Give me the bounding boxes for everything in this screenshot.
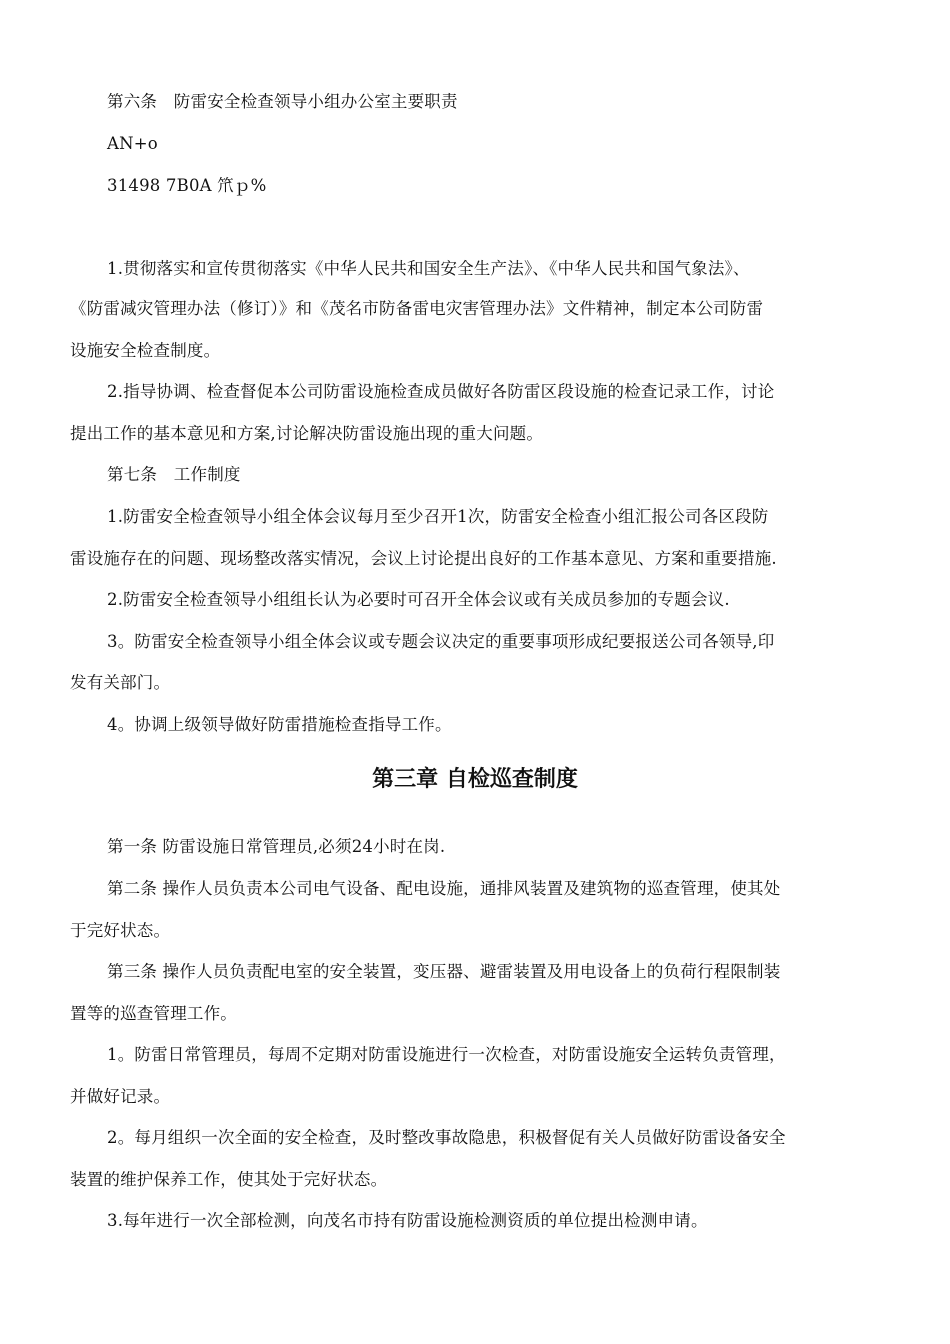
chapter-3-item-1-line-1: 1。防雷日常管理员，每周不定期对防雷设施进行一次检查，对防雷设施安全运转负责管理， xyxy=(107,1045,786,1064)
chapter-3-item-3-line-1: 3.每年进行一次全部检测，向茂名市持有防雷设施检测资质的单位提出检测申请。 xyxy=(107,1211,708,1230)
chapter-3-article-3-line-1: 第三条 操作人员负责配电室的安全装置，变压器、避雷装置及用电设备上的负荷行程限制装 xyxy=(107,962,781,981)
ocr-noise-line-1: AN+o xyxy=(107,134,158,153)
chapter-3-article-3-line-2: 置等的巡查管理工作。 xyxy=(70,1004,237,1023)
article-6-item-2-line-2: 提出工作的基本意见和方案,讨论解决防雷设施出现的重大问题。 xyxy=(70,424,544,443)
article-6-item-1-line-2: 《防雷减灾管理办法（修订）》和《茂名市防备雷电灾害管理办法》文件精神，制定本公司防雷 xyxy=(70,299,764,318)
chapter-3-item-2-line-1: 2。每月组织一次全面的安全检查，及时整改事故隐患，积极督促有关人员做好防雷设备安全 xyxy=(107,1128,786,1147)
article-7-item-1-line-2: 雷设施存在的问题、现场整改落实情况，会议上讨论提出良好的工作基本意见、方案和重要措施. xyxy=(70,549,777,568)
chapter-3-article-2-line-2: 于完好状态。 xyxy=(70,921,171,940)
chapter-3-item-2-line-2: 装置的维护保养工作，使其处于完好状态。 xyxy=(70,1170,388,1189)
article-7-item-1-line-1: 1.防雷安全检查领导小组全体会议每月至少召开1次，防雷安全检查小组汇报公司各区段防 xyxy=(107,507,769,526)
chapter-3-article-1: 第一条 防雷设施日常管理员,必须24小时在岗. xyxy=(107,837,446,856)
article-6-item-1-line-1: 1.贯彻落实和宣传贯彻落实《中华人民共和国安全生产法》、《中华人民共和国气象法》、 xyxy=(107,259,750,278)
article-7-item-3-line-2: 发有关部门。 xyxy=(70,673,171,692)
article-7-item-2-line-1: 2.防雷安全检查领导小组组长认为必要时可召开全体会议或有关成员参加的专题会议. xyxy=(107,590,730,609)
chapter-3-article-2-line-1: 第二条 操作人员负责本公司电气设备、配电设施，通排风装置及建筑物的巡查管理，使其处 xyxy=(107,879,781,898)
chapter-3-item-1-line-2: 并做好记录。 xyxy=(70,1087,171,1106)
article-7-title: 第七条 工作制度 xyxy=(107,465,241,484)
article-6-item-2-line-1: 2.指导协调、检查督促本公司防雷设施检查成员做好各防雷区段设施的检查记录工作，讨论 xyxy=(107,382,775,401)
article-6-item-1-line-3: 设施安全检查制度。 xyxy=(70,341,221,360)
article-6-title: 第六条 防雷安全检查领导小组办公室主要职责 xyxy=(107,92,458,111)
article-7-item-4-line-1: 4。协调上级领导做好防雷措施检查指导工作。 xyxy=(107,715,452,734)
chapter-3-heading: 第三章 自检巡查制度 xyxy=(372,767,578,792)
ocr-noise-line-2: 31498 7B0A 笊ｐ% xyxy=(107,176,267,195)
article-7-item-3-line-1: 3。防雷安全检查领导小组全体会议或专题会议决定的重要事项形成纪要报送公司各领导,印 xyxy=(107,632,775,651)
